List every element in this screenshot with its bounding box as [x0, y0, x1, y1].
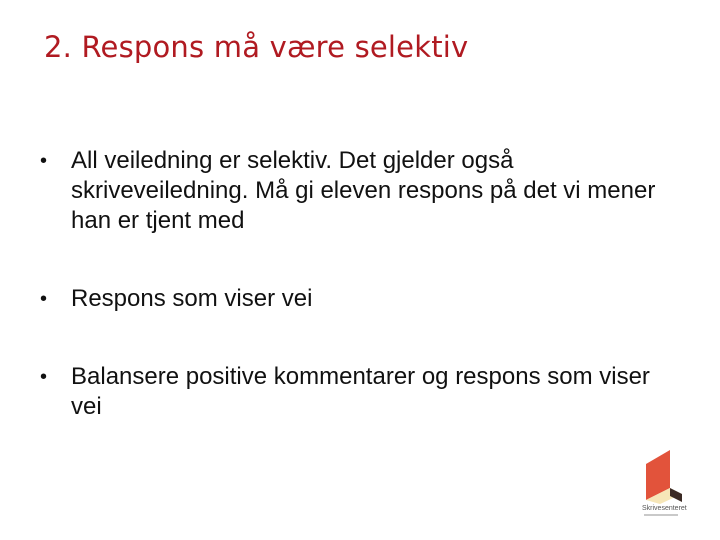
bullet-text: All veiledning er selektiv. Det gjelder også skriveveiledning. Må gi eleven respons på det vi mener han er tjent med — [71, 147, 656, 234]
logo-underline — [644, 514, 678, 516]
bullet-marker: • — [40, 366, 48, 388]
bullet-item-2 — [40, 284, 680, 314]
bullet-marker: • — [40, 288, 48, 310]
bullet-item-1 — [40, 146, 680, 236]
slide-title: 2. Respons må være selektiv — [44, 30, 469, 64]
logo-dark-shape — [670, 488, 682, 502]
logo-text: Skrivesenteret — [642, 505, 687, 512]
bullet-item-3 — [40, 362, 680, 422]
bullet-text: Balansere positive kommentarer og respons som viser vei — [71, 363, 650, 420]
bullet-list — [40, 146, 680, 422]
bullet-text: Respons som viser vei — [71, 285, 313, 312]
bullet-marker: • — [40, 150, 48, 172]
